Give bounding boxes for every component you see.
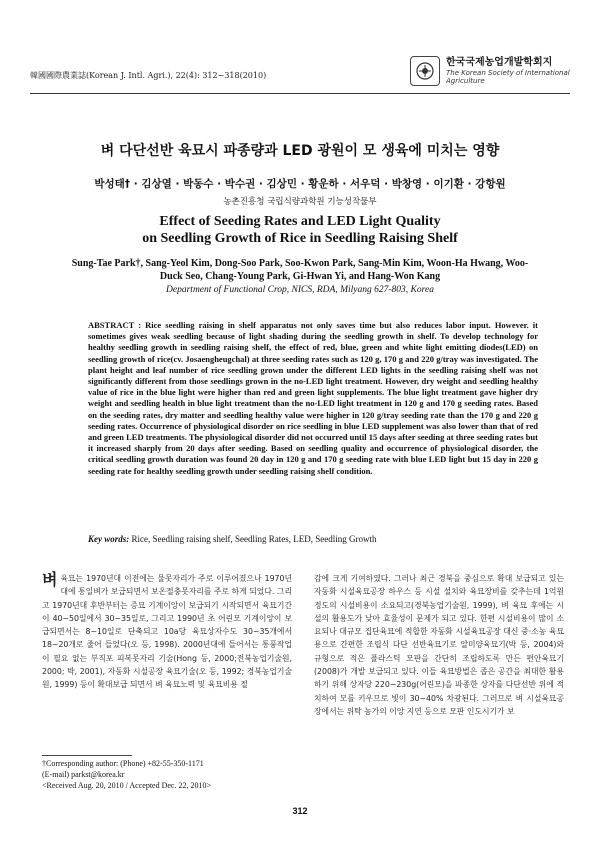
footnote-rule — [42, 755, 132, 756]
society-logo — [410, 56, 570, 86]
body-column-left — [42, 572, 292, 692]
title-english-line-1: Effect of Seeding Rates and LED Light Quality — [159, 214, 441, 229]
title-english — [0, 213, 600, 247]
footnote — [42, 758, 302, 791]
authors-korean: 박성태† · 김상열 · 박동수 · 박수권 · 김상민 · 황운하 · 서우덕 · 박창영 · 이기환 · 강항원 — [94, 178, 506, 190]
society-name-en-1: The Korean Society of International — [446, 68, 570, 77]
keywords — [88, 534, 538, 545]
footnote-corresponding: †Corresponding author: (Phone) +82-55-350-1171 — [42, 759, 204, 768]
footnote-received: <Received Aug. 20, 2010 / Accepted Dec. 22, 2010> — [42, 781, 211, 790]
footnote-email: (E-mail) parkst@korea.kr — [42, 770, 125, 779]
body-column-right — [314, 572, 564, 718]
body-right-text: 감에 크게 기여하였다. 그러나 최근 경북을 중심으로 확대 보급되고 있는 자동화 시설육묘공장 하우스 등 시설 설치와 육묘장비를 갖추는데 1억원 정도의 시설비용이 소요되고(경북농업기술원, 1999), 벼 육묘 후에는 시설의 활용도가 낮아 효율성이 문제가 되고 있다. 한편 시설비용이 많이 소요되나 대규모 집단육묘에 적합한 자동화 시설육묘공장 대신 중·소농 육묘용으로 간편한 조립식 다단 선반육묘기로 알미양육묘기(박 등, 2004)와 규형으로 적은 플라스틱 모판을 간단히 조립하도록 만든 편안육묘기(2008)가 개발 보급되고 있다. 이들 육묘방법은 좁은 공간을 최대한 활용하기 위해 상자당 220~230g(어린모)을 파종한 상자를 다단선반 위에 적치하여 모를 키우므로 빛이 30~40% 차광된다. 그러므로 벼 시설육묘공장에서는 위탁 농가의 이앙 지연 등으로 모판 인도시기가 보 — [314, 574, 564, 716]
title-korean: 벼 다단선반 육묘시 파종량과 LED 광원이 모 생육에 미치는 영향 — [100, 143, 500, 159]
society-emblem-icon — [410, 56, 440, 86]
affiliation-korean: 농촌진흥청 국립식량과학원 기능성작물부 — [223, 197, 377, 207]
abstract-text: Rice seedling raising in shelf apparatus not only saves time but also reduces labor input. However. it sometimes gives weak seedling because of light shading during the seedling growth in shelf. To develop technology for healthy seedling growth in seedling raising shelf, the effect of red, blue, green and white light emitting diodes(LED) on seedling growth of rice(cv. Josaengheugchal) at three seeding rates such as 120 g, 170 g and 220 g/tray was investigated. The plant height and leaf number of rice seedling grown under the different LED lights in the seedling raising shelf was not significantly different from those seedlings grown in the no-LED light treatment. However, dry weight and seedling healthy value of rice in the blue light were higher than red and green light supplements. The blue light treatment gave higher dry weight and seedling health in blue light treatment than the no-LED light treatment in 120 g and 170 g seeding rates. Based on the seeding rates, dry matter and seedling healthy value were higher in 120 g/tray seeding rate than the 170 g and 220 g seeding rates. Occurrence of physiological disorder on rice seedling in blue LED supplement was also lower than that of red and green LED treatments. The physiological disorder did not occurred until 15 days after seeding at three seeding rates but it increased sharply from 20 days after seeding. Based on seedling quality and occurrence of physiological disorder, the critical seedling growth duration was found 20 day in 120 g and 170 g seeding rate with blue LED light but 15 day in 220 g seeding rate for healthy seedling growth under seedling raising shelf condition. — [88, 320, 539, 476]
abstract-label: ABSTRACT : — [88, 320, 142, 330]
body-left-text: 육묘는 1970년대 이전에는 물못자리가 주로 이루어졌으나 1970년대에 통일벼가 보급되면서 보온절충못자리를 주로 하게 되었다. 그리고 1970년대 후반부터는 증묘 기계이앙이 보급되기 시작되면서 육묘기간이 40~50일에서 30~35일로, 그리고 1990년 초 어린모 기계이앙이 보급되면서는 8~10일로 단축되고 10a당 육묘상자수도 30~35개에서 18~20개로 줄어 들었다(오 등, 1998). 2000년대에 들어서는 통풍작업이 필요 없는 부직포 피복못자리 기술(Hong 등, 2000;전북농업기술원, 2000; 박, 2001), 자동화 시설공장 육묘기술(오 등, 1992; 경북농업기술원, 1999) 등이 확대보급 되면서 벼 육묘노력 및 육묘비용 절 — [42, 574, 292, 690]
authors-english: Sung-Tae Park†, Sang-Yeol Kim, Dong-Soo Park, Soo-Kwon Park, Sang-Min Kim, Woon-Ha Hwang, Woo-Duck Seo, Chang-Young Park, Gi-Hwan Yi, and Hang-Won Kang — [71, 258, 529, 282]
keywords-text: Rice, Seedling raising shelf, Seedling Rates, LED, Seedling Growth — [131, 534, 377, 544]
abstract — [88, 320, 538, 477]
drop-cap: 벼 — [42, 570, 58, 589]
journal-citation: 韓國國際農業誌(Korean J. Intl. Agri.), 22(4): 312~318(2010) — [30, 71, 267, 80]
title-english-line-2: on Seedling Growth of Rice in Seedling Raising Shelf — [142, 231, 458, 246]
society-name-en-2: Agriculture — [446, 77, 485, 85]
society-name-kr: 한국국제농업개발학회지 — [446, 56, 553, 68]
keywords-label: Key words: — [88, 534, 130, 544]
page-number: 312 — [292, 806, 308, 816]
header-rule — [30, 93, 570, 94]
affiliation-english: Department of Functional Crop, NICS, RDA, Milyang 627-803, Korea — [166, 285, 434, 295]
